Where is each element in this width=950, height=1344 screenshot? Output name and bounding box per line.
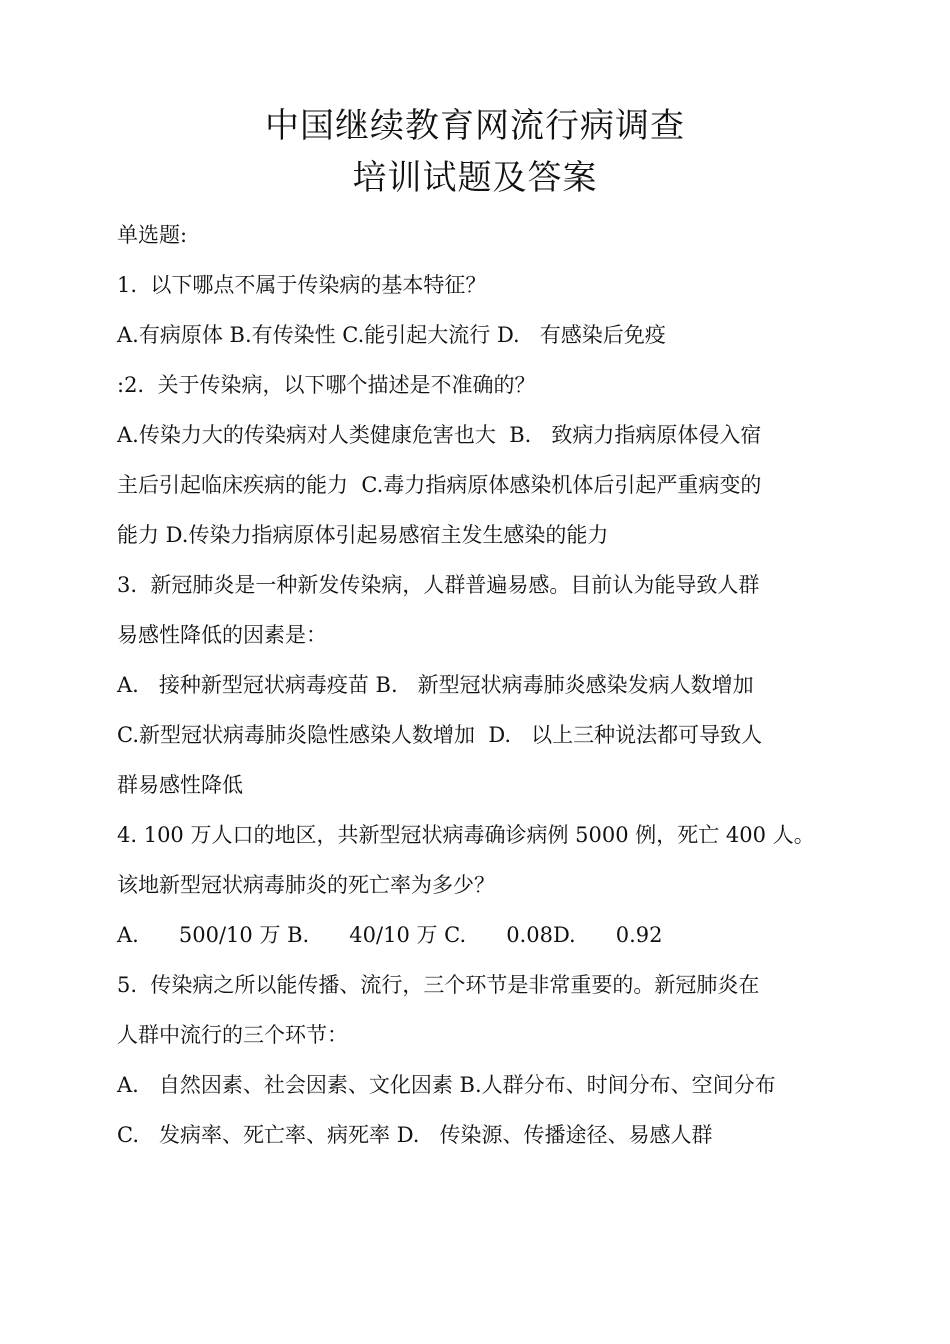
document-title-line-1: 中国继续教育网流行病调查 — [265, 106, 685, 146]
question-4-text-line-1: 4. 100 万人口的地区，共新型冠状病毒确诊病例 5000 例，死亡 400 人。 — [117, 823, 815, 847]
question-3-options-line-3: 群易感性降低 — [117, 773, 243, 797]
question-3-text-line-2: 易感性降低的因素是： — [117, 623, 327, 647]
question-4-options: A. 500/10 万 B. 40/10 万 C. 0.08D. 0.92 — [117, 923, 663, 947]
question-2-options-line-3: 能力 D.传染力指病原体引起易感宿主发生感染的能力 — [117, 523, 609, 547]
section-heading-single-choice: 单选题: — [117, 223, 188, 247]
question-1-options: A.有病原体 B.有传染性 C.能引起大流行 D. 有感染后免疫 — [117, 323, 666, 347]
question-2-text: :2. 关于传染病，以下哪个描述是不准确的？ — [117, 373, 536, 397]
question-3-text-line-1: 3. 新冠肺炎是一种新发传染病，人群普遍易感。目前认为能导致人群 — [117, 573, 760, 597]
question-1-text: 1. 以下哪点不属于传染病的基本特征？ — [117, 273, 487, 297]
question-5-text-line-1: 5. 传染病之所以能传播、流行，三个环节是非常重要的。新冠肺炎在 — [117, 973, 760, 997]
question-2-options-line-1: A.传染力大的传染病对人类健康危害也大 B. 致病力指病原体侵入宿 — [117, 423, 762, 447]
question-4-text-line-2: 该地新型冠状病毒肺炎的死亡率为多少？ — [117, 873, 495, 897]
question-2-options-line-2: 主后引起临床疾病的能力 C.毒力指病原体感染机体后引起严重病变的 — [117, 473, 762, 497]
question-5-text-line-2: 人群中流行的三个环节： — [117, 1023, 348, 1047]
question-5-options-line-1: A. 自然因素、社会因素、文化因素 B.人群分布、时间分布、空间分布 — [117, 1073, 776, 1097]
question-3-options-line-1: A. 接种新型冠状病毒疫苗 B. 新型冠状病毒肺炎感染发病人数增加 — [117, 673, 754, 697]
question-3-options-line-2: C.新型冠状病毒肺炎隐性感染人数增加 D. 以上三种说法都可导致人 — [117, 723, 763, 747]
document-title-line-2: 培训试题及答案 — [352, 158, 598, 198]
question-5-options-line-2: C. 发病率、死亡率、病死率 D. 传染源、传播途径、易感人群 — [117, 1123, 713, 1147]
